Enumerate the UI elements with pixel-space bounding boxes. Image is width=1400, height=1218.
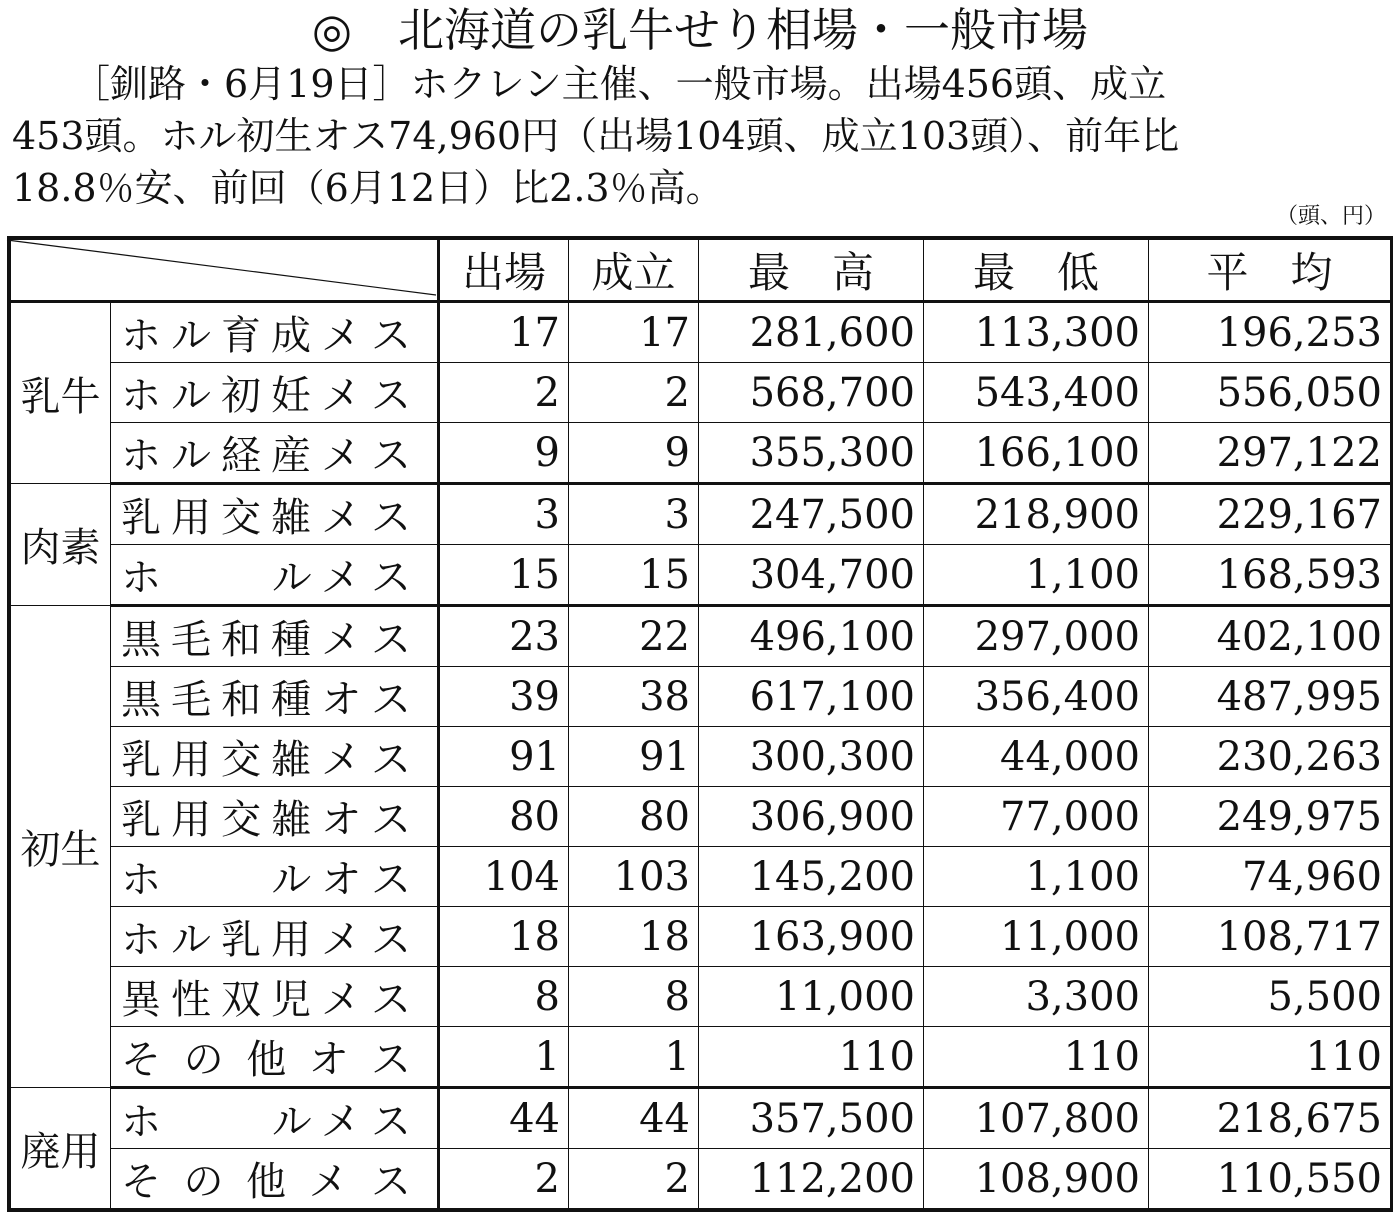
cell-shutsujo: 2 (439, 363, 569, 423)
cell-shutsujo: 2 (439, 1149, 569, 1209)
row-category-name: その他オス (111, 1027, 439, 1088)
cell-max: 110 (699, 1027, 924, 1088)
row-category-name: ホ ルオス (111, 847, 439, 907)
cell-max: 300,300 (699, 727, 924, 787)
cell-min: 113,300 (924, 302, 1149, 363)
cell-min: 108,900 (924, 1149, 1149, 1209)
cell-seiritsu: 17 (569, 302, 699, 363)
table-row (11, 302, 1391, 363)
cell-min: 356,400 (924, 667, 1149, 727)
cell-avg: 249,975 (1149, 787, 1391, 847)
cell-min: 1,100 (924, 545, 1149, 606)
row-category-name: 黒毛和種オス (111, 667, 439, 727)
cell-avg: 218,675 (1149, 1088, 1391, 1149)
table-body (11, 302, 1391, 1209)
cell-shutsujo: 15 (439, 545, 569, 606)
row-category-name: その他メス (111, 1149, 439, 1209)
cell-max: 617,100 (699, 667, 924, 727)
col-header-avg: 平 均 (1149, 240, 1391, 302)
cell-seiritsu: 38 (569, 667, 699, 727)
table-row (11, 787, 1391, 847)
row-category-name: ホル育成メス (111, 302, 439, 363)
cell-min: 11,000 (924, 907, 1149, 967)
col-header-seiritsu: 成立 (569, 240, 699, 302)
cell-min: 218,900 (924, 484, 1149, 545)
cell-avg: 556,050 (1149, 363, 1391, 423)
cell-avg: 168,593 (1149, 545, 1391, 606)
cell-seiritsu: 15 (569, 545, 699, 606)
lead-line-2: 453頭。ホル初生オス74,960円（出場104頭、成立103頭）、前年比 (12, 114, 1180, 158)
row-category-name: ホル初妊メス (111, 363, 439, 423)
cell-max: 281,600 (699, 302, 924, 363)
group-label: 廃用 (11, 1088, 111, 1209)
cell-seiritsu: 9 (569, 423, 699, 484)
cell-shutsujo: 9 (439, 423, 569, 484)
cell-shutsujo: 39 (439, 667, 569, 727)
cell-shutsujo: 91 (439, 727, 569, 787)
row-category-name: 異性双児メス (111, 967, 439, 1027)
cell-shutsujo: 1 (439, 1027, 569, 1088)
cell-max: 247,500 (699, 484, 924, 545)
cell-min: 1,100 (924, 847, 1149, 907)
cell-shutsujo: 8 (439, 967, 569, 1027)
table-row (11, 423, 1391, 484)
col-header-shutsujo: 出場 (439, 240, 569, 302)
cell-min: 44,000 (924, 727, 1149, 787)
col-header-max: 最 高 (699, 240, 924, 302)
row-category-name: ホ ルメス (111, 1088, 439, 1149)
cell-seiritsu: 91 (569, 727, 699, 787)
table-row (11, 484, 1391, 545)
cell-seiritsu: 44 (569, 1088, 699, 1149)
page-title: ◎ 北海道の乳牛せり相場・一般市場 (311, 3, 1089, 57)
table-row (11, 606, 1391, 667)
unit-note: （頭、円） (1275, 204, 1386, 229)
cell-avg: 110 (1149, 1027, 1391, 1088)
cell-avg: 230,263 (1149, 727, 1391, 787)
price-table-frame (7, 236, 1393, 1212)
cell-max: 496,100 (699, 606, 924, 667)
cell-avg: 196,253 (1149, 302, 1391, 363)
cell-max: 112,200 (699, 1149, 924, 1209)
cell-avg: 74,960 (1149, 847, 1391, 907)
table-row (11, 1088, 1391, 1149)
header-row (11, 240, 1391, 302)
cell-max: 306,900 (699, 787, 924, 847)
col-header-min: 最 低 (924, 240, 1149, 302)
cell-seiritsu: 1 (569, 1027, 699, 1088)
row-category-name: 乳用交雑オス (111, 787, 439, 847)
group-label: 乳牛 (11, 302, 111, 484)
row-category-name: ホル乳用メス (111, 907, 439, 967)
cell-min: 166,100 (924, 423, 1149, 484)
cell-avg: 229,167 (1149, 484, 1391, 545)
cell-shutsujo: 44 (439, 1088, 569, 1149)
cell-shutsujo: 17 (439, 302, 569, 363)
table-row (11, 907, 1391, 967)
group-label: 初生 (11, 606, 111, 1088)
table-row (11, 1149, 1391, 1209)
lead-line-1: ［釧路・6月19日］ホクレン主催、一般市場。出場456頭、成立 (72, 62, 1167, 106)
cell-max: 163,900 (699, 907, 924, 967)
cell-shutsujo: 104 (439, 847, 569, 907)
cell-min: 110 (924, 1027, 1149, 1088)
row-category-name: 乳用交雑メス (111, 727, 439, 787)
group-label: 肉素 (11, 484, 111, 606)
cell-shutsujo: 80 (439, 787, 569, 847)
row-category-name: ホ ルメス (111, 545, 439, 606)
row-category-name: 黒毛和種メス (111, 606, 439, 667)
cell-max: 355,300 (699, 423, 924, 484)
cell-seiritsu: 2 (569, 1149, 699, 1209)
cell-seiritsu: 18 (569, 907, 699, 967)
cell-seiritsu: 80 (569, 787, 699, 847)
cell-shutsujo: 3 (439, 484, 569, 545)
cell-avg: 110,550 (1149, 1149, 1391, 1209)
cell-seiritsu: 103 (569, 847, 699, 907)
table-row (11, 847, 1391, 907)
cell-seiritsu: 2 (569, 363, 699, 423)
cell-min: 107,800 (924, 1088, 1149, 1149)
cell-avg: 108,717 (1149, 907, 1391, 967)
header-corner-cell (11, 240, 439, 302)
cell-seiritsu: 22 (569, 606, 699, 667)
table-row (11, 727, 1391, 787)
table-row (11, 363, 1391, 423)
cell-avg: 402,100 (1149, 606, 1391, 667)
price-table (10, 239, 1391, 1209)
cell-max: 357,500 (699, 1088, 924, 1149)
cell-min: 543,400 (924, 363, 1149, 423)
table-row (11, 967, 1391, 1027)
row-category-name: 乳用交雑メス (111, 484, 439, 545)
cell-shutsujo: 18 (439, 907, 569, 967)
cell-shutsujo: 23 (439, 606, 569, 667)
row-category-name: ホル経産メス (111, 423, 439, 484)
cell-avg: 5,500 (1149, 967, 1391, 1027)
cell-avg: 297,122 (1149, 423, 1391, 484)
cell-max: 304,700 (699, 545, 924, 606)
cell-min: 3,300 (924, 967, 1149, 1027)
table-row (11, 545, 1391, 606)
cell-max: 568,700 (699, 363, 924, 423)
cell-max: 11,000 (699, 967, 924, 1027)
cell-max: 145,200 (699, 847, 924, 907)
table-row (11, 667, 1391, 727)
table-row (11, 1027, 1391, 1088)
cell-seiritsu: 8 (569, 967, 699, 1027)
cell-min: 77,000 (924, 787, 1149, 847)
lead-line-3: 18.8％安、前回（6月12日）比2.3％高。 (12, 166, 724, 210)
lead-paragraph (12, 58, 1388, 214)
cell-seiritsu: 3 (569, 484, 699, 545)
cell-min: 297,000 (924, 606, 1149, 667)
cell-avg: 487,995 (1149, 667, 1391, 727)
